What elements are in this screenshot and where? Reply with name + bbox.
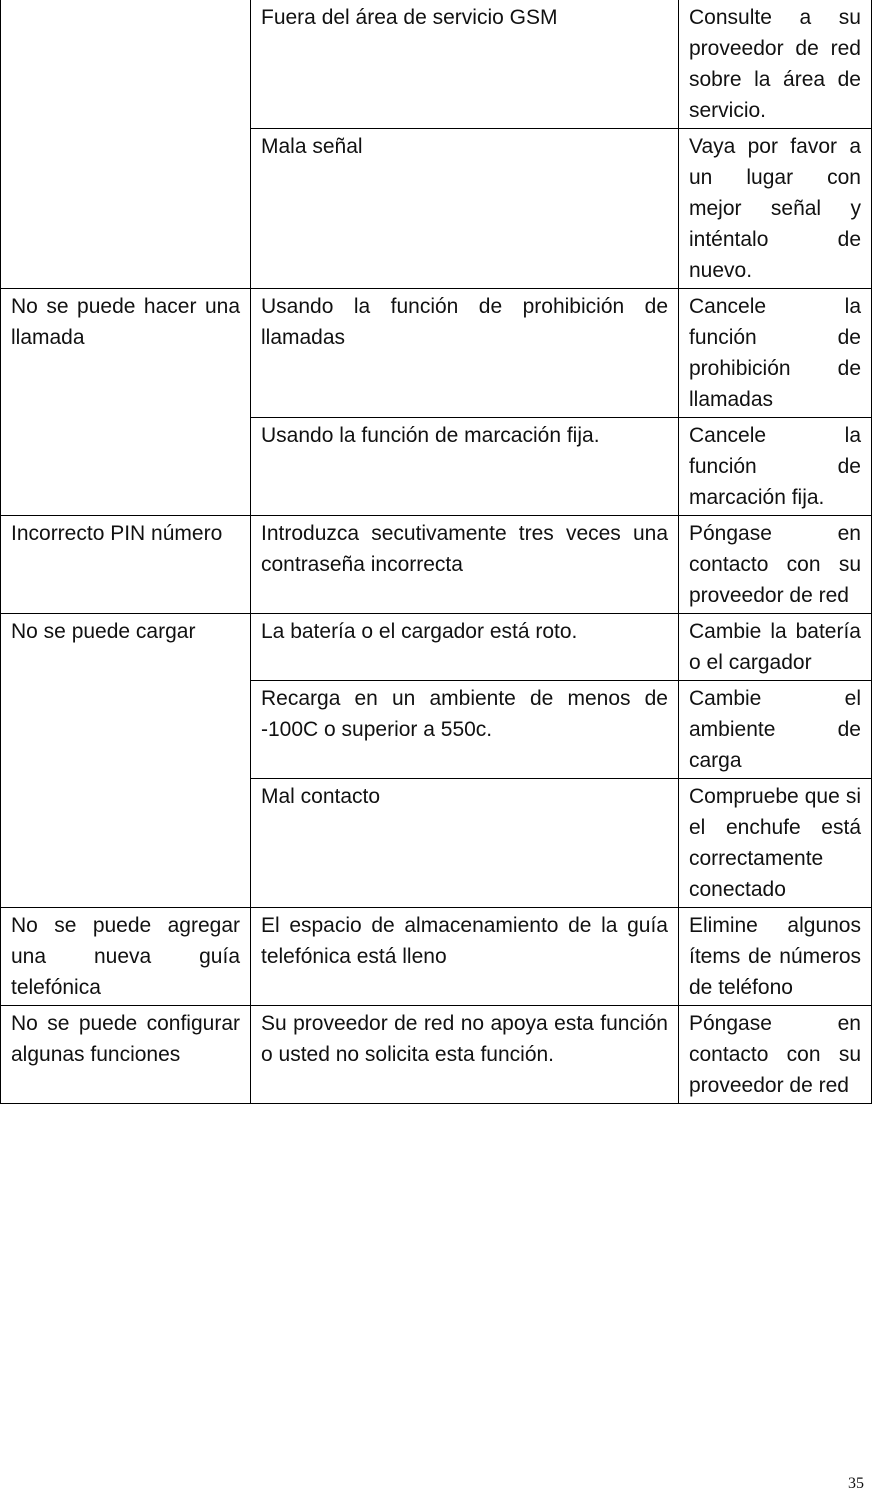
cause-cell: Mala señal: [251, 129, 679, 289]
troubleshooting-table-body: [1, 0, 872, 1104]
table-row: [1, 0, 872, 129]
table-row: [1, 516, 872, 614]
cause-cell: Fuera del área de servicio GSM: [251, 0, 679, 129]
solution-cell: Cancele la función de prohibición de llamadas: [679, 289, 872, 418]
page-number: 35: [848, 1475, 864, 1492]
cause-cell: Introduzca secutivamente tres veces una contraseña incorrecta: [251, 516, 679, 614]
solution-cell: Vaya por favor a un lugar con mejor señal y inténtalo de nuevo.: [679, 129, 872, 289]
solution-cell: Consulte a su proveedor de red sobre la área de servicio.: [679, 0, 872, 129]
table-row: [1, 289, 872, 418]
solution-cell: Cambie el ambiente de carga: [679, 681, 872, 779]
problem-cell: [1, 0, 251, 289]
solution-cell: Cancele la función de marcación fija.: [679, 418, 872, 516]
cause-cell: La batería o el cargador está roto.: [251, 614, 679, 681]
problem-cell: No se puede cargar: [1, 614, 251, 908]
cause-cell: Recarga en un ambiente de menos de -100C o superior a 550c.: [251, 681, 679, 779]
cause-cell: Mal contacto: [251, 779, 679, 908]
table-row: [1, 1006, 872, 1104]
solution-cell: Póngase en contacto con su proveedor de red: [679, 1006, 872, 1104]
table-row: [1, 908, 872, 1006]
cause-cell: Usando la función de prohibición de llamadas: [251, 289, 679, 418]
cause-cell: Su proveedor de red no apoya esta función o usted no solicita esta función.: [251, 1006, 679, 1104]
solution-cell: Compruebe que si el enchufe está correctamente conectado: [679, 779, 872, 908]
solution-cell: Póngase en contacto con su proveedor de red: [679, 516, 872, 614]
problem-cell: No se puede hacer una llamada: [1, 289, 251, 516]
solution-cell: Cambie la batería o el cargador: [679, 614, 872, 681]
problem-cell: No se puede agregar una nueva guía telefónica: [1, 908, 251, 1006]
cause-cell: El espacio de almacenamiento de la guía telefónica está lleno: [251, 908, 679, 1006]
table-row: [1, 614, 872, 681]
cause-cell: Usando la función de marcación fija.: [251, 418, 679, 516]
solution-cell: Elimine algunos ítems de números de teléfono: [679, 908, 872, 1006]
problem-cell: No se puede configurar algunas funciones: [1, 1006, 251, 1104]
problem-cell: Incorrecto PIN número: [1, 516, 251, 614]
